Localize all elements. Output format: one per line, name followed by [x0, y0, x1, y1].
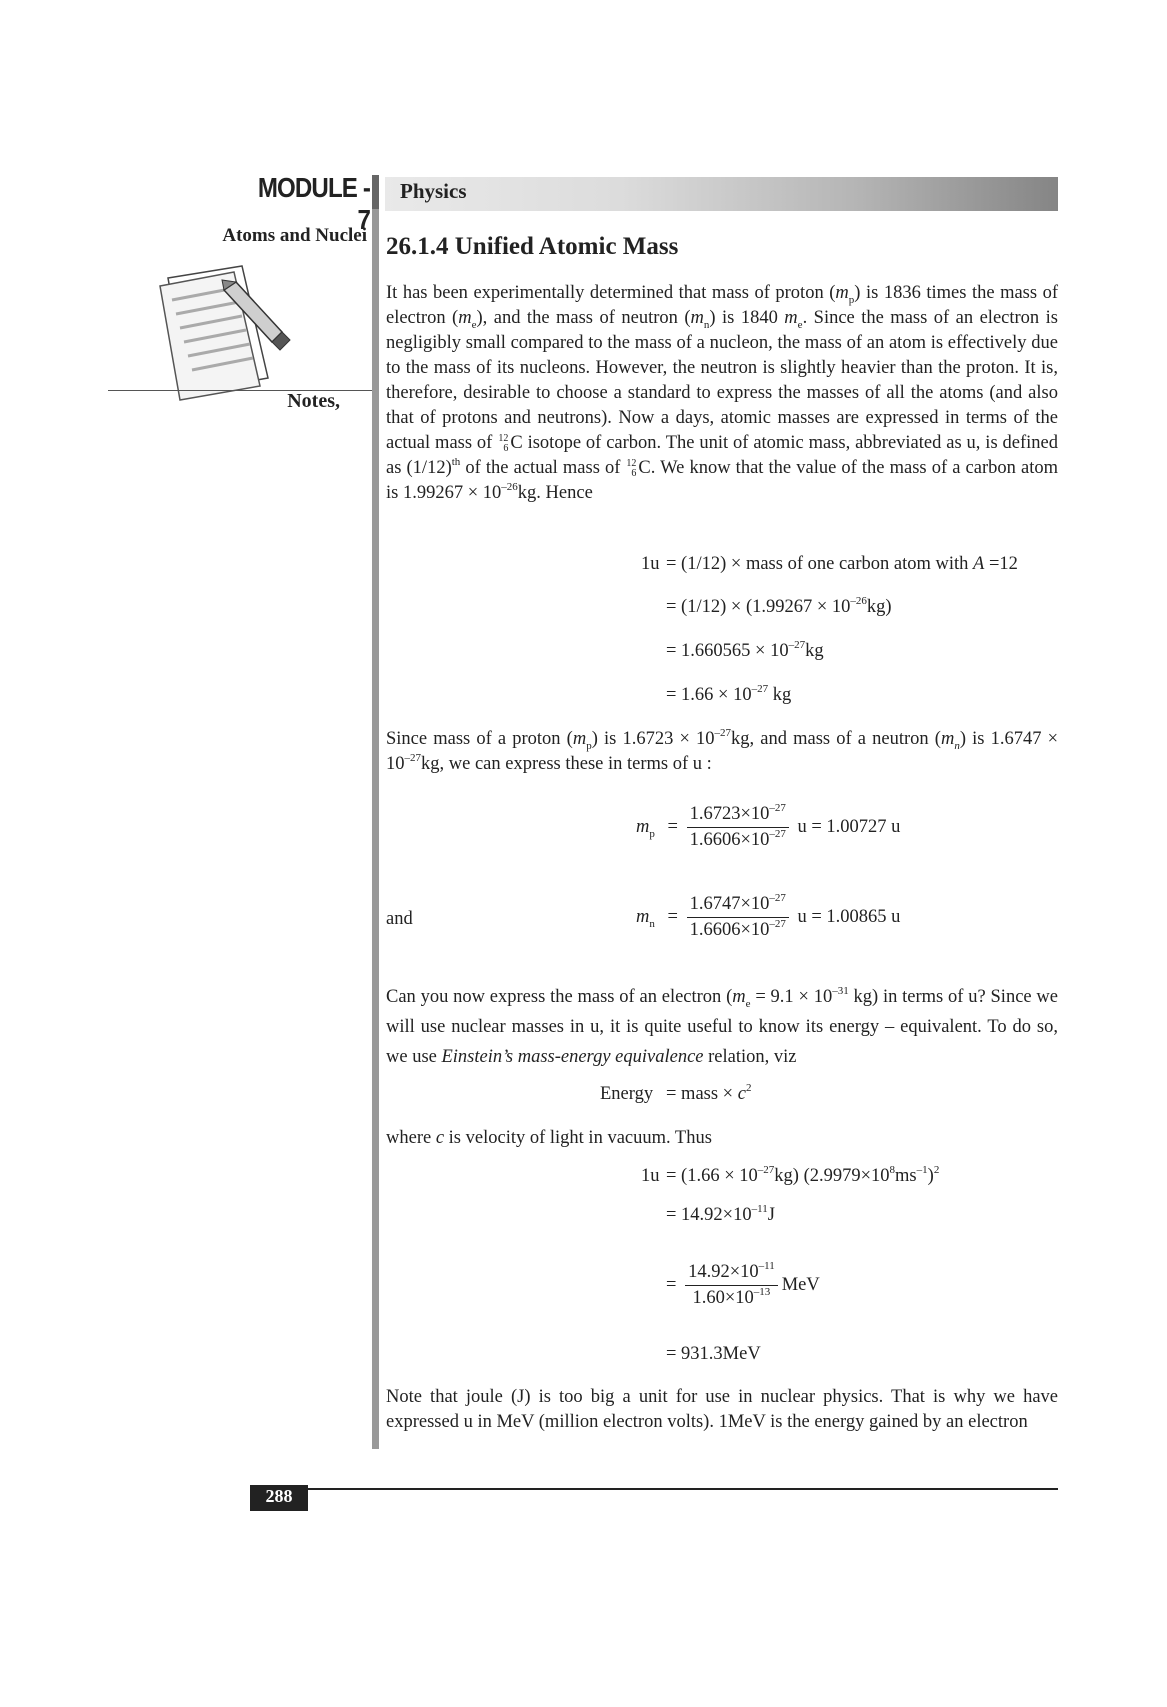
- eq-u-def-line3: = $1.660565 \times 10^{-27}kg$: [666, 639, 824, 661]
- eq-u-def-line2: = $(1/12) \times (1.99267 \times 10^{-26}kg)$: [666, 595, 892, 617]
- section-title: 26.1.4 Unified Atomic Mass: [386, 233, 679, 260]
- carbon-isotope-symbol: 12 6: [626, 457, 637, 479]
- eq-proton-mass: $m_p$ = $\frac{1.6723\times 10^{-27}}{1.6606\times 10^{-27}}$ u = 1.00727 u: [636, 802, 901, 850]
- fraction-mev: $\frac{14.92\times 10^{-11}}{1.60\times 10^{-13}}$: [685, 1262, 778, 1309]
- eq-u-energy-line3: = $\frac{14.92\times 10^{-11}}{1.60\times 10^{-13}}$ MeV: [666, 1260, 820, 1308]
- paragraph-unified-mass: It has been experimentally determined that mass of proton $(m_p)$ is 1836 times the mass of electron $(m_e)$, and the mass of neutron $(m_n)$ is 1840 $m_e$. Since the mass of an electron is negligibly small compared to the mass of a nucleon, the mass of an atom is effectively due to the mass of its nucleons. However, the neutron is slightly heavier than the proton. It is, therefore, desirable to choose a standard to express the masses of all the atoms (and also that of protons and neutrons). Now a days, atomic masses are expressed in terms of the actual mass of 12 6 C isotope of carbon. The unit of atomic mass, abbreviated as u, is defined as $(1/12)^{th}$ of the actual mass of 12 6 C. We know that the value of the mass of a carbon atom is $1.99267 \times 10^{-26}kg$. Hence: [386, 283, 1059, 503]
- eq-u-energy-lhs: 1u: [641, 1166, 660, 1186]
- footer-rule: [308, 1488, 1058, 1490]
- paragraph-light-velocity: where c is velocity of light in vacuum. Thus: [386, 1128, 712, 1148]
- eq-energy-lhs: Energy: [600, 1084, 654, 1104]
- eq-energy-rhs: = mass × $c^2$: [666, 1082, 752, 1104]
- module-label: MODULE - 7: [257, 172, 370, 235]
- eq-u-def-line4: = $1.66 \times 10^{-27}$ kg: [666, 683, 792, 705]
- eq-u-def-lhs: 1u: [641, 554, 660, 574]
- eq-u-energy-line2: = $14.92\times 10^{-11}J$: [666, 1203, 775, 1225]
- eq-u-energy-line1: = $(1.66 \times 10^{-27}kg)$ $(2.9979\times 10^8ms^{-1})^2$: [666, 1164, 940, 1186]
- paragraph-proton-neutron: Since mass of a proton $(m_p)$ is $1.6723 \times 10^{-27}kg$, and mass of a neutron $(m_n)$ is $1.6747 \times 10^{-27}kg$, we can express these in terms of u :: [386, 727, 1059, 774]
- margin-vertical-rule: [372, 209, 379, 1449]
- and-label: and: [386, 909, 413, 929]
- page-number: 288: [265, 1486, 293, 1506]
- fraction-neutron: $\frac{1.6747\times 10^{-27}}{1.6606\times 10^{-27}}$: [687, 894, 789, 941]
- eq-neutron-mass: $m_n$ = $\frac{1.6747\times 10^{-27}}{1.6606\times 10^{-27}}$ u = 1.00865 u: [636, 892, 901, 940]
- subject-title: Physics: [400, 179, 467, 203]
- unit-title: Atoms and Nuclei: [222, 225, 367, 246]
- paragraph-electron-energy: Can you now express the mass of an electron ($m_e = 9.1 \times 10^{-31}$ kg) in terms of u? Since we will use nuclear masses in u, it is quite useful to know its energy – equivalent. To do so, we use Einstein’s mass-energy equivalence relation, viz: [386, 985, 1058, 1067]
- notes-label: Notes,: [287, 390, 340, 412]
- subject-header-bar: [385, 177, 1058, 211]
- eq-u-def-line1: = (1/12) × mass of one carbon atom with A =12: [666, 554, 1018, 574]
- carbon-isotope-symbol: 12 6: [498, 432, 509, 454]
- eq-u-energy-result: = 931.3MeV: [666, 1344, 761, 1364]
- fraction-proton: $\frac{1.6723\times 10^{-27}}{1.6606\times 10^{-27}}$: [687, 804, 789, 851]
- notes-pencil-icon: [140, 260, 300, 410]
- module-tab-marker: [372, 175, 379, 209]
- paragraph-joule-note: Note that joule (J) is too big a unit for use in nuclear physics. That is why we have expressed u in MeV (million electron volts). 1MeV is the energy gained by an electron: [386, 1387, 1058, 1432]
